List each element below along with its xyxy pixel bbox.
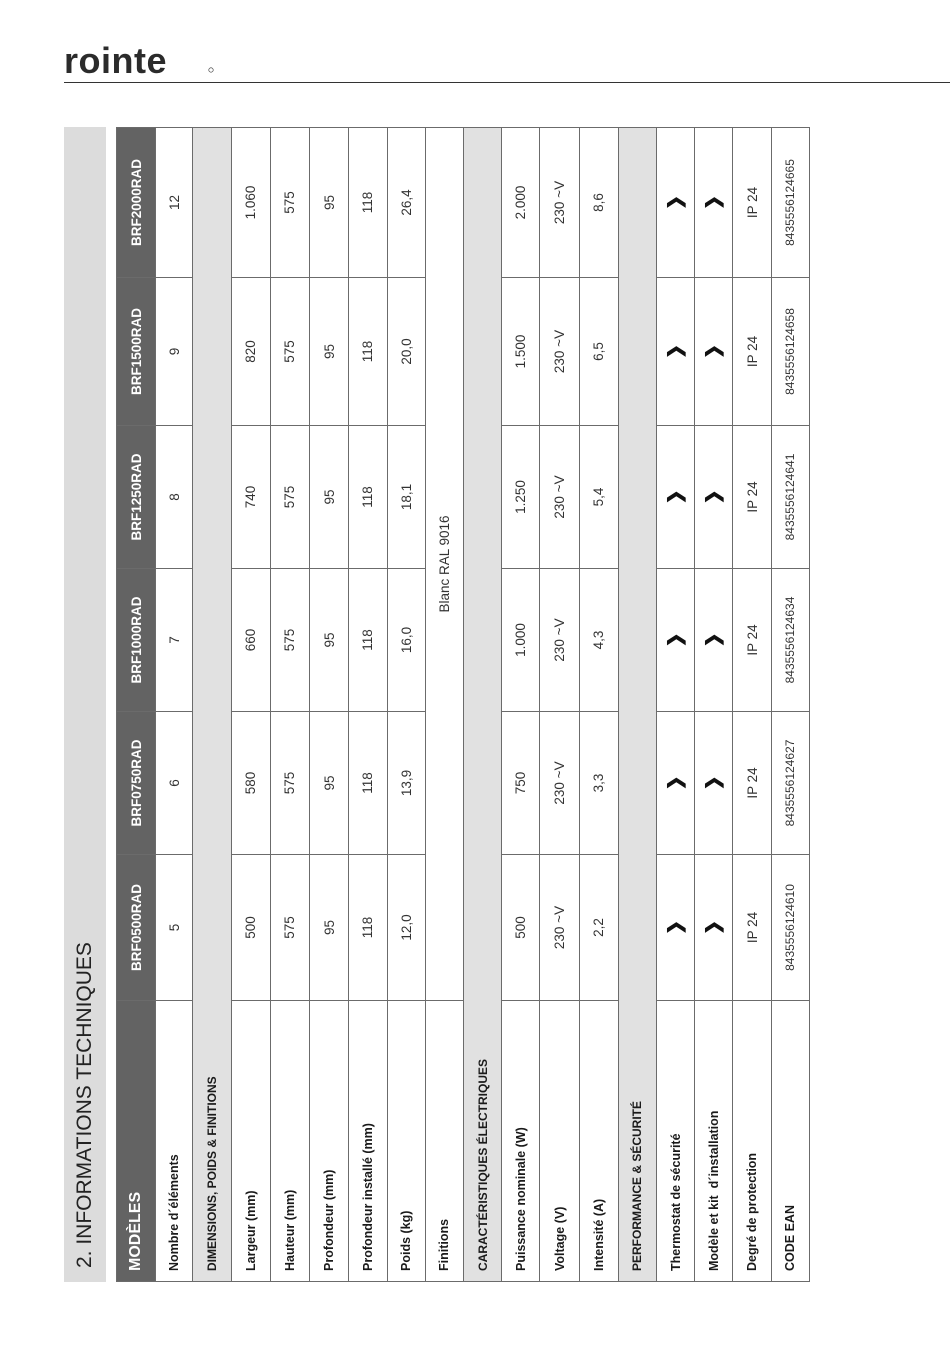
check-icon: ❯ — [665, 919, 686, 936]
check-icon: ❯ — [665, 489, 686, 505]
row-label: Modèle et kit d´installation — [695, 1001, 733, 1282]
row-label: CODE EAN — [771, 1001, 809, 1282]
elements-count-row — [156, 128, 193, 1282]
section-row-performance — [618, 128, 656, 1282]
modele-kit-row — [695, 128, 733, 1282]
cell-value: 18,1 — [387, 426, 425, 569]
row-label: Hauteur (mm) — [270, 1001, 309, 1282]
cell-value: 95 — [310, 278, 349, 426]
cell-value: 2.000 — [502, 128, 540, 278]
profondeur-installe-row — [349, 128, 387, 1282]
row-label: Finitions — [425, 1001, 463, 1282]
check-cell — [695, 278, 733, 426]
check-cell — [695, 426, 733, 569]
check-cell — [695, 712, 733, 855]
cell-value: 8435556124641 — [771, 426, 809, 569]
check-icon: ❯ — [703, 919, 724, 936]
technical-table-container — [116, 128, 810, 1282]
cell-value: 230 ~V — [540, 128, 579, 278]
cell-value: 5 — [156, 855, 193, 1001]
cell-value: 1.060 — [231, 128, 270, 278]
cell-value: 500 — [231, 855, 270, 1001]
ean-row — [771, 128, 809, 1282]
cell-value: 750 — [502, 712, 540, 855]
cell-value: 230 ~V — [540, 278, 579, 426]
model-name: BRF1250RAD — [117, 426, 156, 569]
cell-value: 16,0 — [387, 569, 425, 712]
cell-value: 95 — [310, 426, 349, 569]
cell-value: 95 — [310, 855, 349, 1001]
section-heading: CARACTÉRISTIQUES ÉLECTRIQUES — [463, 128, 501, 1282]
row-label: Voltage (V) — [540, 1001, 579, 1282]
cell-value: 1.500 — [502, 278, 540, 426]
cell-value: 118 — [349, 278, 387, 426]
cell-value: 8435556124658 — [771, 278, 809, 426]
cell-value: 13,9 — [387, 712, 425, 855]
check-icon: ❯ — [703, 632, 724, 648]
cell-value: 118 — [349, 855, 387, 1001]
cell-value: IP 24 — [733, 128, 771, 278]
cell-value: 575 — [270, 712, 309, 855]
rointe-logo — [64, 40, 224, 80]
cell-value: 8 — [156, 426, 193, 569]
cell-value: 95 — [310, 712, 349, 855]
largeur-row — [231, 128, 270, 1282]
cell-value: 12 — [156, 128, 193, 278]
cell-value: 230 ~V — [540, 426, 579, 569]
check-icon: ❯ — [703, 343, 724, 360]
check-cell — [695, 569, 733, 712]
cell-value: 575 — [270, 128, 309, 278]
cell-value: 500 — [502, 855, 540, 1001]
cell-value: 1.000 — [502, 569, 540, 712]
cell-value: 230 ~V — [540, 712, 579, 855]
cell-value: 118 — [349, 128, 387, 278]
cell-value: 8435556124634 — [771, 569, 809, 712]
cell-value: 26,4 — [387, 128, 425, 278]
cell-value: 575 — [270, 278, 309, 426]
cell-value: 6 — [156, 712, 193, 855]
cell-value: 95 — [310, 569, 349, 712]
section-heading: PERFORMANCE & SÉCURITÉ — [618, 128, 656, 1282]
cell-value: 575 — [270, 569, 309, 712]
cell-value: 8,6 — [579, 128, 618, 278]
puissance-row — [502, 128, 540, 1282]
model-name: BRF1500RAD — [117, 278, 156, 426]
model-name: BRF1000RAD — [117, 569, 156, 712]
header-rule — [64, 82, 950, 83]
section-title-band — [64, 127, 106, 1282]
cell-value: 3,3 — [579, 712, 618, 855]
finitions-value: Blanc RAL 9016 — [425, 128, 463, 1001]
intensite-row — [579, 128, 618, 1282]
check-cell — [657, 278, 695, 426]
check-icon: ❯ — [665, 632, 686, 648]
thermostat-row — [657, 128, 695, 1282]
section-row-dimensions — [193, 128, 231, 1282]
check-icon: ❯ — [665, 194, 686, 211]
cell-value: 575 — [270, 855, 309, 1001]
check-icon: ❯ — [665, 775, 686, 791]
cell-value: 740 — [231, 426, 270, 569]
poids-row — [387, 128, 425, 1282]
row-label: Largeur (mm) — [231, 1001, 270, 1282]
cell-value: IP 24 — [733, 712, 771, 855]
row-label: Profondeur installé (mm) — [349, 1001, 387, 1282]
section-title: 2. INFORMATIONS TECHNIQUES — [73, 942, 96, 1268]
cell-value: 118 — [349, 712, 387, 855]
cell-value: 4,3 — [579, 569, 618, 712]
check-icon: ❯ — [703, 194, 724, 211]
cell-value: 6,5 — [579, 278, 618, 426]
logo-text: rointe — [64, 40, 168, 80]
cell-value: IP 24 — [733, 855, 771, 1001]
cell-value: 8435556124627 — [771, 712, 809, 855]
cell-value: 580 — [231, 712, 270, 855]
model-name: BRF0750RAD — [117, 712, 156, 855]
logo-accent-dot — [209, 68, 213, 72]
cell-value: 95 — [310, 128, 349, 278]
cell-value: 20,0 — [387, 278, 425, 426]
row-label: Intensité (A) — [579, 1001, 618, 1282]
technical-specs-table — [116, 127, 810, 1282]
cell-value: 820 — [231, 278, 270, 426]
cell-value: 8435556124610 — [771, 855, 809, 1001]
row-label: Puissance nominale (W) — [502, 1001, 540, 1282]
check-icon: ❯ — [665, 343, 686, 360]
row-label: Thermostat de sécurité — [657, 1001, 695, 1282]
check-cell — [657, 569, 695, 712]
row-label: Profondeur (mm) — [310, 1001, 349, 1282]
cell-value: 118 — [349, 569, 387, 712]
cell-value: 118 — [349, 426, 387, 569]
check-icon: ❯ — [703, 489, 724, 505]
section-row-electriques — [463, 128, 501, 1282]
profondeur-row — [310, 128, 349, 1282]
degre-row — [733, 128, 771, 1282]
check-icon: ❯ — [703, 775, 724, 791]
row-label: Nombre d´éléments — [156, 1001, 193, 1282]
cell-value: 7 — [156, 569, 193, 712]
cell-value: 230 ~V — [540, 855, 579, 1001]
row-label: Poids (kg) — [387, 1001, 425, 1282]
model-name: BRF2000RAD — [117, 128, 156, 278]
check-cell — [695, 855, 733, 1001]
cell-value: 660 — [231, 569, 270, 712]
cell-value: IP 24 — [733, 278, 771, 426]
check-cell — [657, 712, 695, 855]
voltage-row — [540, 128, 579, 1282]
models-header-row — [117, 128, 156, 1282]
row-label: Degré de protection — [733, 1001, 771, 1282]
check-cell — [657, 426, 695, 569]
hauteur-row — [270, 128, 309, 1282]
cell-value: 2,2 — [579, 855, 618, 1001]
cell-value: 8435556124665 — [771, 128, 809, 278]
cell-value: 12,0 — [387, 855, 425, 1001]
cell-value: 1.250 — [502, 426, 540, 569]
model-name: BRF0500RAD — [117, 855, 156, 1001]
cell-value: IP 24 — [733, 426, 771, 569]
check-cell — [695, 128, 733, 278]
section-heading: DIMENSIONS, POIDS & FINITIONS — [193, 128, 231, 1282]
check-cell — [657, 855, 695, 1001]
check-cell — [657, 128, 695, 278]
cell-value: IP 24 — [733, 569, 771, 712]
cell-value: 9 — [156, 278, 193, 426]
cell-value: 5,4 — [579, 426, 618, 569]
cell-value: 230 ~V — [540, 569, 579, 712]
cell-value: 575 — [270, 426, 309, 569]
finitions-row — [425, 128, 463, 1282]
models-header-label: MODÈLES — [117, 1001, 156, 1282]
